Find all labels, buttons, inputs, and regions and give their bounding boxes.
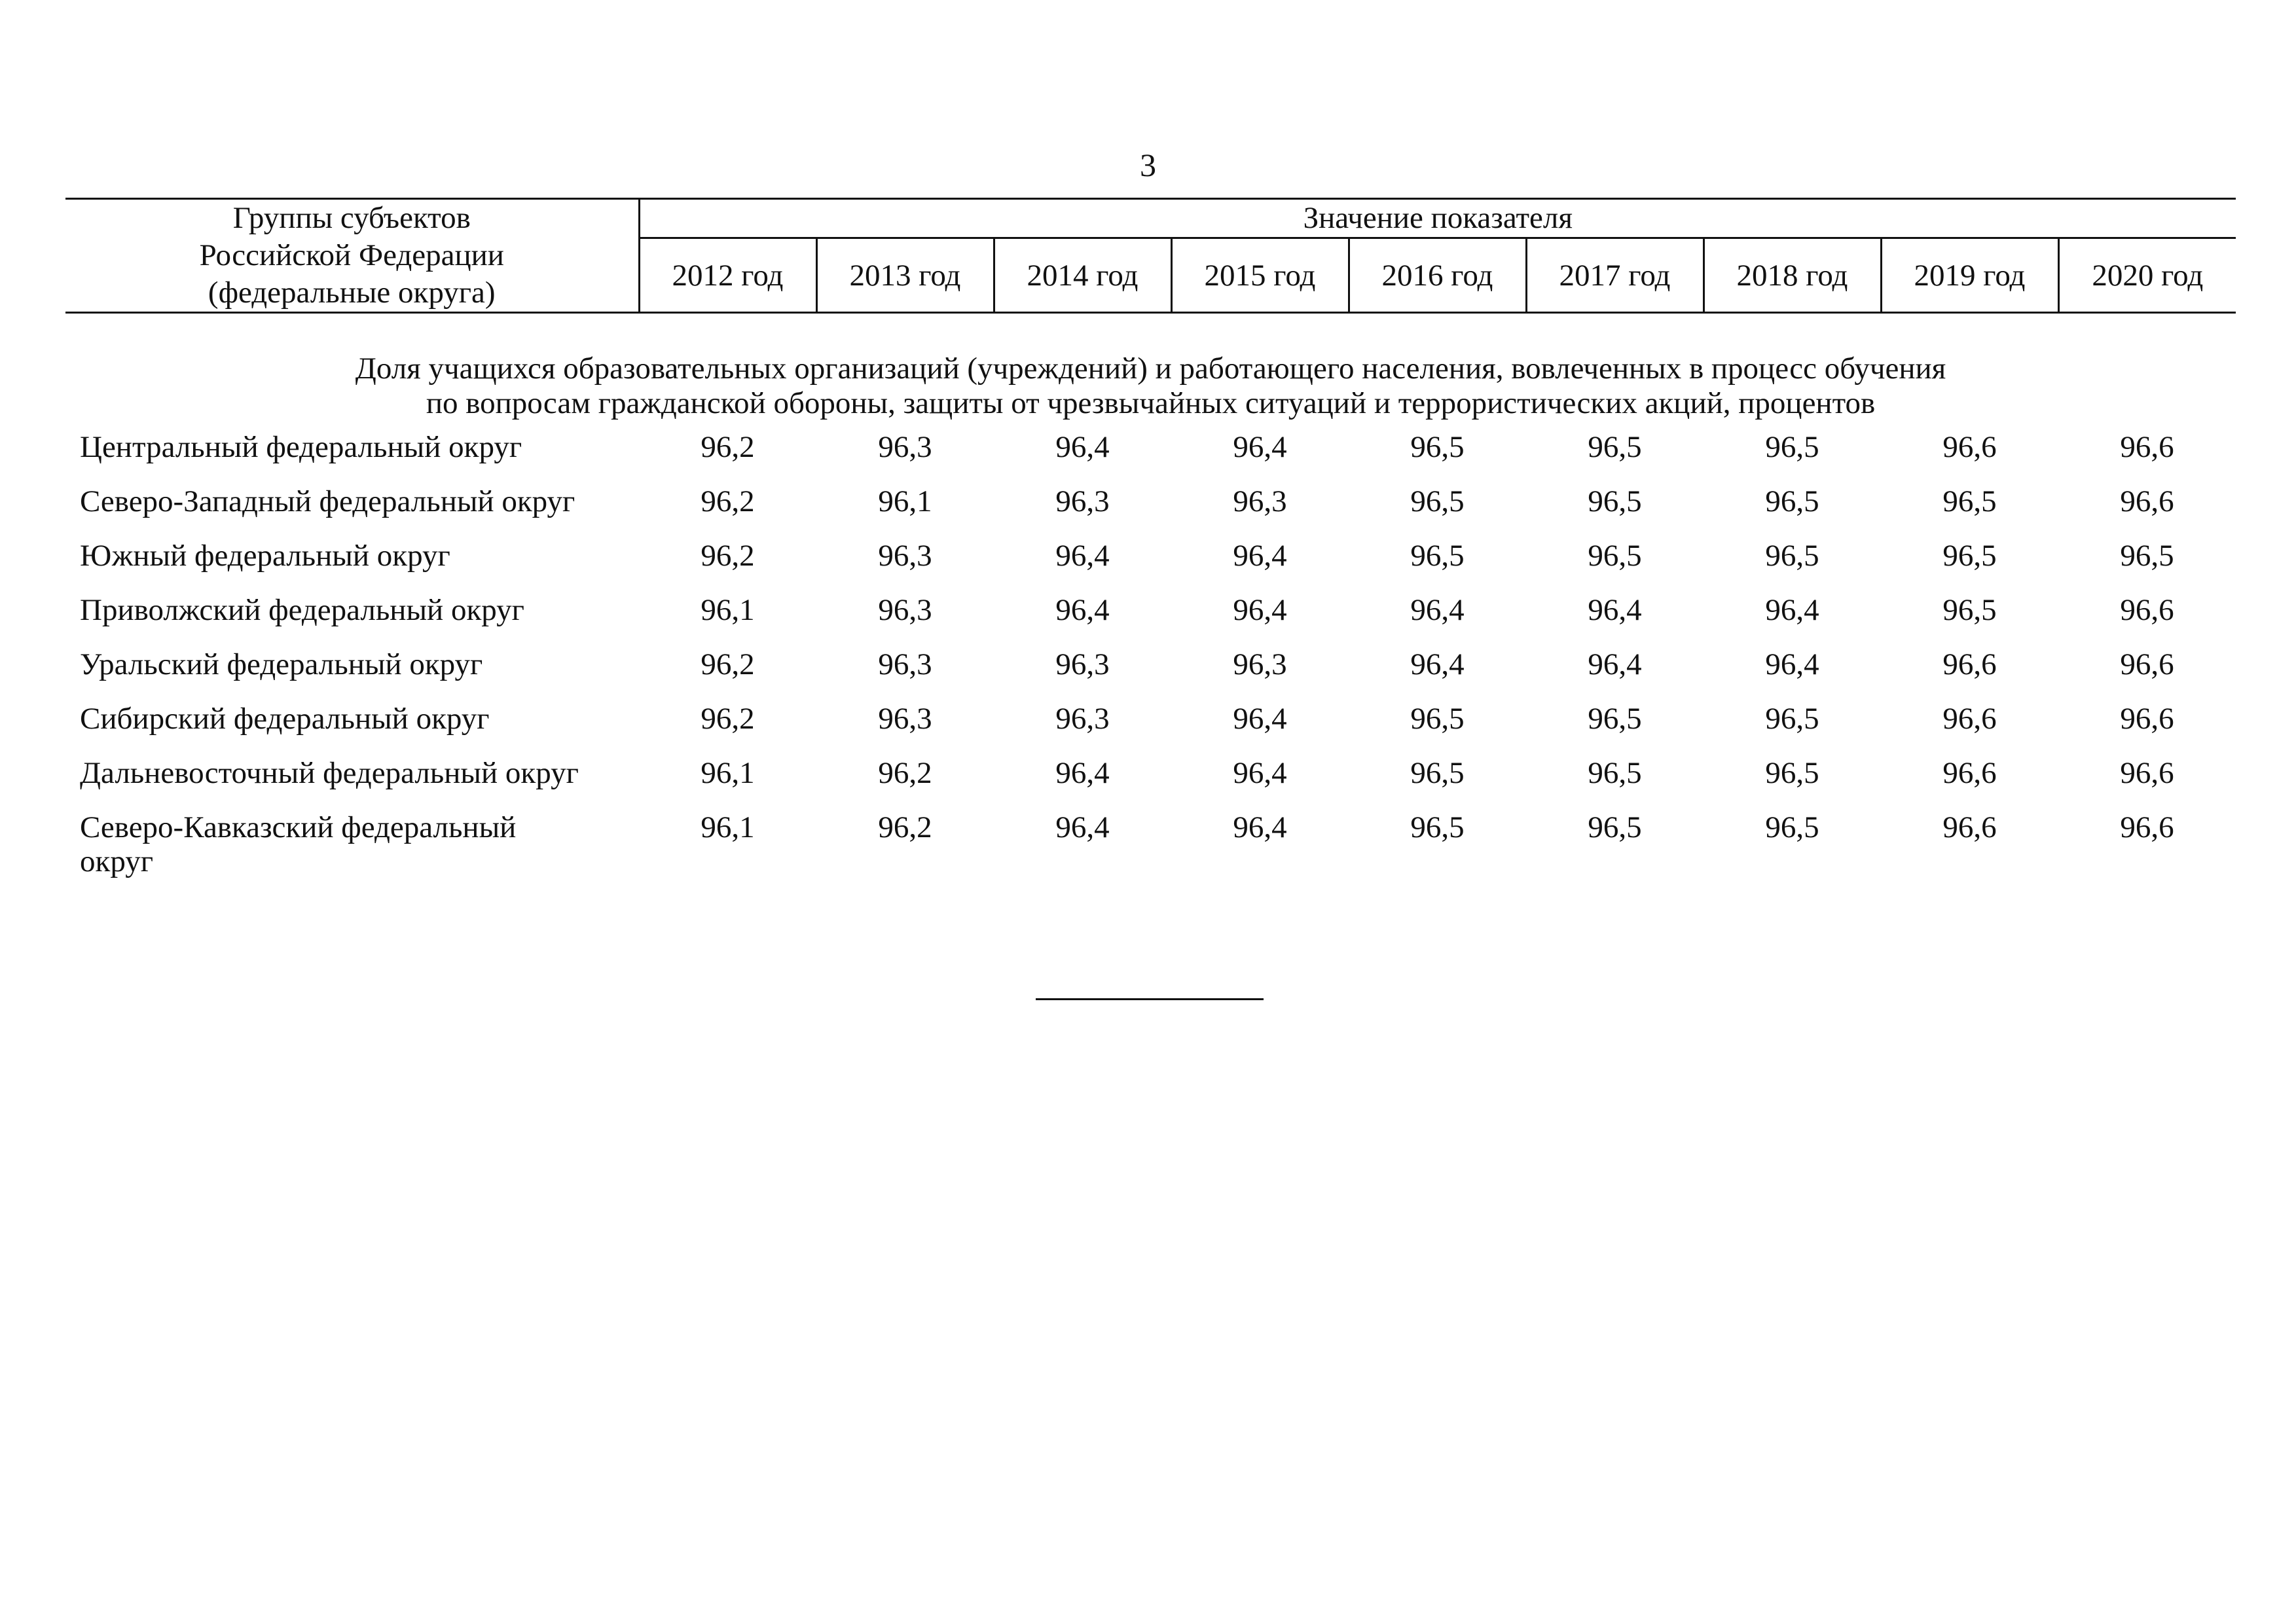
- value-cell: 96,6: [1942, 810, 1997, 844]
- value-cell: 96,6: [1942, 430, 1997, 464]
- table-row: [65, 588, 2236, 642]
- end-of-document-rule: [1036, 998, 1264, 1000]
- value-cell: 96,6: [1942, 756, 1997, 790]
- region-name: Сибирский федеральный округ: [80, 702, 490, 736]
- table-row: [65, 696, 2236, 751]
- value-cell: 96,3: [1233, 484, 1287, 518]
- value-cell: 96,4: [1410, 593, 1465, 627]
- value-cell: 96,5: [1765, 484, 1819, 518]
- value-cell: 96,5: [1588, 539, 1642, 573]
- value-cell: 96,5: [1588, 702, 1642, 736]
- value-cell: 96,5: [1765, 810, 1819, 844]
- value-cell: 96,4: [1233, 430, 1287, 464]
- value-cell: 96,6: [2120, 430, 2174, 464]
- table-row: [65, 533, 2236, 588]
- year-header: 2017 год: [1526, 238, 1704, 313]
- value-cell: 96,4: [1233, 702, 1287, 736]
- value-cell: 96,4: [1233, 539, 1287, 573]
- year-header: 2015 год: [1171, 238, 1349, 313]
- region-column-header: [65, 199, 639, 313]
- value-cell: 96,3: [1055, 702, 1110, 736]
- value-cell: 96,5: [1588, 484, 1642, 518]
- year-header: 2013 год: [816, 238, 994, 313]
- value-cell: 96,5: [1765, 430, 1819, 464]
- year-header: 2018 год: [1704, 238, 1881, 313]
- value-cell: 96,5: [1765, 702, 1819, 736]
- value-cell: 96,3: [878, 647, 932, 681]
- value-cell: 96,4: [1410, 647, 1465, 681]
- value-cell: 96,1: [701, 810, 755, 844]
- value-cell: 96,3: [878, 539, 932, 573]
- value-cell: 96,5: [1588, 430, 1642, 464]
- value-cell: 96,2: [701, 539, 755, 573]
- value-cell: 96,2: [701, 702, 755, 736]
- value-cell: 96,5: [2120, 539, 2174, 573]
- value-cell: 96,4: [1233, 756, 1287, 790]
- indicator-title-row: [65, 313, 2236, 425]
- value-cell: 96,2: [701, 484, 755, 518]
- value-cell: 96,5: [1588, 756, 1642, 790]
- value-cell: 96,5: [1410, 810, 1465, 844]
- page-number: 3: [1140, 147, 1156, 183]
- table-row: [65, 425, 2236, 479]
- value-cell: 96,4: [1588, 647, 1642, 681]
- table-row: [65, 751, 2236, 805]
- value-cell: 96,5: [1410, 756, 1465, 790]
- region-column-label: Группы субъектов Российской Федерации (федеральные округа): [199, 201, 504, 310]
- value-cell: 96,6: [2120, 756, 2174, 790]
- value-cell: 96,5: [1410, 539, 1465, 573]
- value-cell: 96,1: [701, 593, 755, 627]
- year-header: 2016 год: [1349, 238, 1526, 313]
- value-cell: 96,5: [1942, 593, 1997, 627]
- year-header: 2012 год: [639, 238, 816, 313]
- value-cell: 96,5: [1765, 539, 1819, 573]
- value-cell: 96,1: [878, 484, 932, 518]
- value-cell: 96,6: [2120, 702, 2174, 736]
- value-cell: 96,2: [878, 756, 932, 790]
- value-cell: 96,5: [1410, 484, 1465, 518]
- value-cell: 96,1: [701, 756, 755, 790]
- value-cell: 96,4: [1055, 810, 1110, 844]
- value-cell: 96,3: [1233, 647, 1287, 681]
- value-cell: 96,6: [1942, 702, 1997, 736]
- indicator-value-group-header: Значение показателя: [639, 199, 2236, 238]
- value-cell: 96,4: [1055, 593, 1110, 627]
- value-cell: 96,3: [878, 430, 932, 464]
- indicator-title: Доля учащихся образовательных организаций (учреждений) и работающего населения, вовлеченных в процесс обучения по вопросам гражданской обороны, защиты от чрезвычайных ситуаций и террористических акций, процентов: [355, 352, 1946, 420]
- value-cell: 96,2: [878, 810, 932, 844]
- value-cell: 96,5: [1942, 539, 1997, 573]
- value-cell: 96,5: [1942, 484, 1997, 518]
- value-cell: 96,5: [1588, 810, 1642, 844]
- year-header: 2019 год: [1881, 238, 2058, 313]
- value-cell: 96,4: [1055, 539, 1110, 573]
- value-cell: 96,4: [1233, 593, 1287, 627]
- table-row: [65, 805, 2236, 878]
- table-row: [65, 479, 2236, 533]
- value-cell: 96,5: [1410, 702, 1465, 736]
- region-name: Северо-Западный федеральный округ: [80, 484, 575, 518]
- value-cell: 96,4: [1765, 647, 1819, 681]
- table-row: [65, 642, 2236, 696]
- value-cell: 96,4: [1055, 756, 1110, 790]
- region-name: Северо-Кавказский федеральный округ: [80, 810, 517, 878]
- value-cell: 96,3: [878, 593, 932, 627]
- table-header: [65, 199, 2236, 313]
- value-cell: 96,3: [1055, 484, 1110, 518]
- value-cell: 96,5: [1410, 430, 1465, 464]
- value-cell: 96,4: [1055, 430, 1110, 464]
- region-name: Приволжский федеральный округ: [80, 593, 524, 627]
- year-header: 2020 год: [2058, 238, 2236, 313]
- region-name: Южный федеральный округ: [80, 539, 450, 573]
- value-cell: 96,4: [1765, 593, 1819, 627]
- value-cell: 96,2: [701, 647, 755, 681]
- value-cell: 96,6: [1942, 647, 1997, 681]
- value-cell: 96,2: [701, 430, 755, 464]
- value-cell: 96,5: [1765, 756, 1819, 790]
- region-name: Центральный федеральный округ: [80, 430, 522, 464]
- value-cell: 96,6: [2120, 647, 2174, 681]
- value-cell: 96,6: [2120, 484, 2174, 518]
- value-cell: 96,3: [878, 702, 932, 736]
- region-name: Уральский федеральный округ: [80, 647, 483, 681]
- value-cell: 96,6: [2120, 593, 2174, 627]
- table-body: [65, 313, 2236, 879]
- value-cell: 96,3: [1055, 647, 1110, 681]
- year-header: 2014 год: [994, 238, 1171, 313]
- region-name: Дальневосточный федеральный округ: [80, 756, 579, 790]
- value-cell: 96,6: [2120, 810, 2174, 844]
- value-cell: 96,4: [1233, 810, 1287, 844]
- value-cell: 96,4: [1588, 593, 1642, 627]
- indicator-table: [65, 198, 2236, 878]
